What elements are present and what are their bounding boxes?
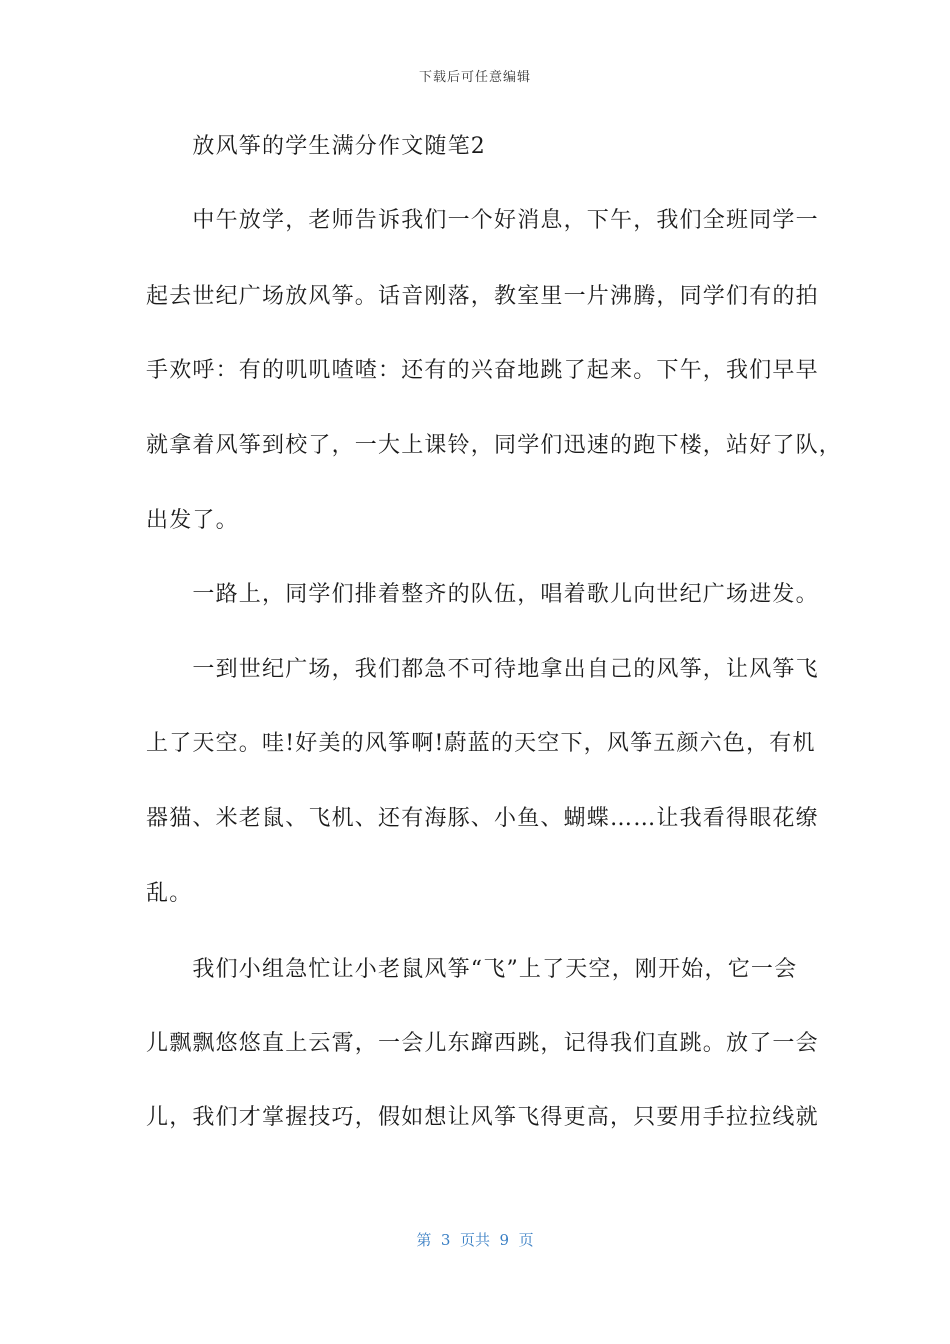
paragraph-line: 儿飘飘悠悠直上云霄，一会儿东蹿西跳，记得我们直跳。放了一会: [146, 1031, 819, 1056]
paragraph-line: 就拿着风筝到校了，一大上课铃，同学们迅速的跑下楼，站好了队，: [146, 433, 843, 458]
paragraph-line: 我们小组急忙让小老鼠风筝“飞”上了天空，刚开始，它一会: [146, 957, 798, 982]
paragraph-line: 乱。: [146, 881, 193, 906]
paragraph-line: 出发了。: [146, 508, 239, 533]
paragraph-line: 起去世纪广场放风筝。话音刚落，教室里一片沸腾，同学们有的拍: [146, 284, 819, 309]
paragraph-line: 手欢呼：有的叽叽喳喳：还有的兴奋地跳了起来。下午，我们早早: [146, 358, 819, 383]
page-number-footer: 第 3 页共 9 页: [416, 1231, 534, 1249]
paragraph-line: 一到世纪广场，我们都急不可待地拿出自己的风筝，让风筝飞: [146, 657, 819, 682]
paragraph-line: 一路上，同学们排着整齐的队伍，唱着歌儿向世纪广场进发。: [146, 582, 819, 607]
paragraph-line: 上了天空。哇!好美的风筝啊!蔚蓝的天空下，风筝五颜六色，有机: [146, 731, 816, 756]
paragraph-line: 中午放学，老师告诉我们一个好消息，下午，我们全班同学一: [146, 208, 819, 233]
header-note: 下载后可任意编辑: [418, 70, 531, 85]
paragraph-line: 器猫、米老鼠、飞机、还有海豚、小鱼、蝴蝶……让我看得眼花缭: [146, 806, 819, 831]
article-title: 放风筝的学生满分作文随笔2: [146, 134, 486, 159]
paragraph-line: 儿，我们才掌握技巧，假如想让风筝飞得更高，只要用手拉拉线就: [146, 1105, 819, 1130]
